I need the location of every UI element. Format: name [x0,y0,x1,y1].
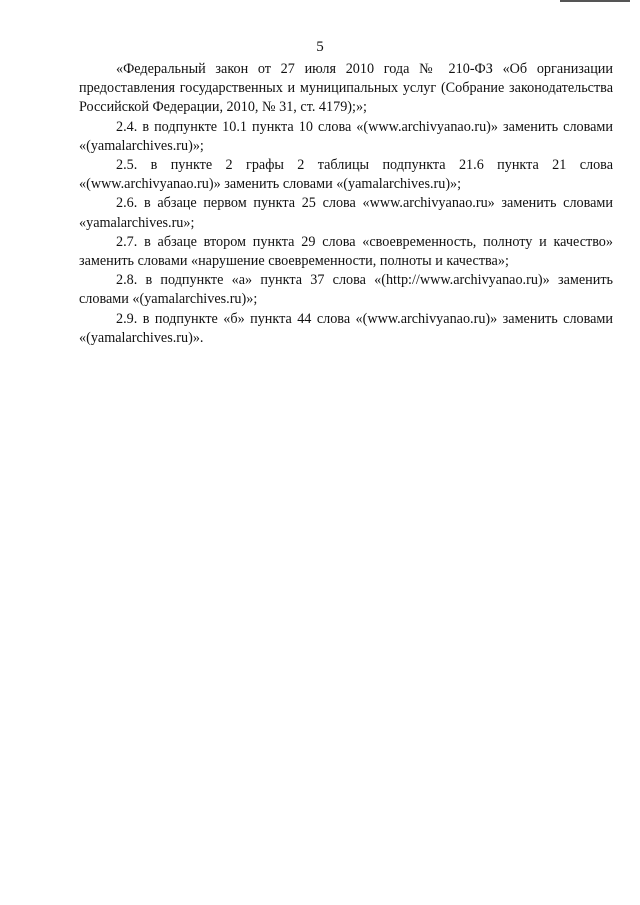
paragraph-item-2-7: 2.7. в абзаце втором пункта 29 слова «своевременность, полноту и качество» заменить словами «нарушение своевременности, полноты и качества»; [79,233,613,270]
paragraph-item-2-6: 2.6. в абзаце первом пункта 25 слова «www.archivyanao.ru» заменить словами «yamalarchives.ru»; [79,195,613,231]
paragraph-item-2-5: 2.5. в пункте 2 графы 2 таблицы подпункта 21.6 пункта 21 слова «(www.archivyanao.ru)» заменить словами «(yamalarchives.ru)»; [79,157,613,193]
document-body [79,60,613,348]
paragraph-item-2-9: 2.9. в подпункте «б» пункта 44 слова «(www.archivyanao.ru)» заменить словами «(yamalarchives.ru)». [79,310,613,346]
top-edge-line [560,0,630,2]
paragraph-federal-law-citation: «Федеральный закон от 27 июля 2010 года № 210-ФЗ «Об организации предоставления государственных и муниципальных услуг (Собрание законодательства Российской Федерации, 2010, № 31, ст. 4179);»; [79,61,613,116]
page-number: 5 [316,39,324,55]
paragraph-item-2-4: 2.4. в подпункте 10.1 пункта 10 слова «(www.archivyanao.ru)» заменить словами «(yamalarchives.ru)»; [79,118,613,154]
paragraph-item-2-8: 2.8. в подпункте «а» пункта 37 слова «(http://www.archivyanao.ru)» заменить словами «(yamalarchives.ru)»; [79,272,613,308]
